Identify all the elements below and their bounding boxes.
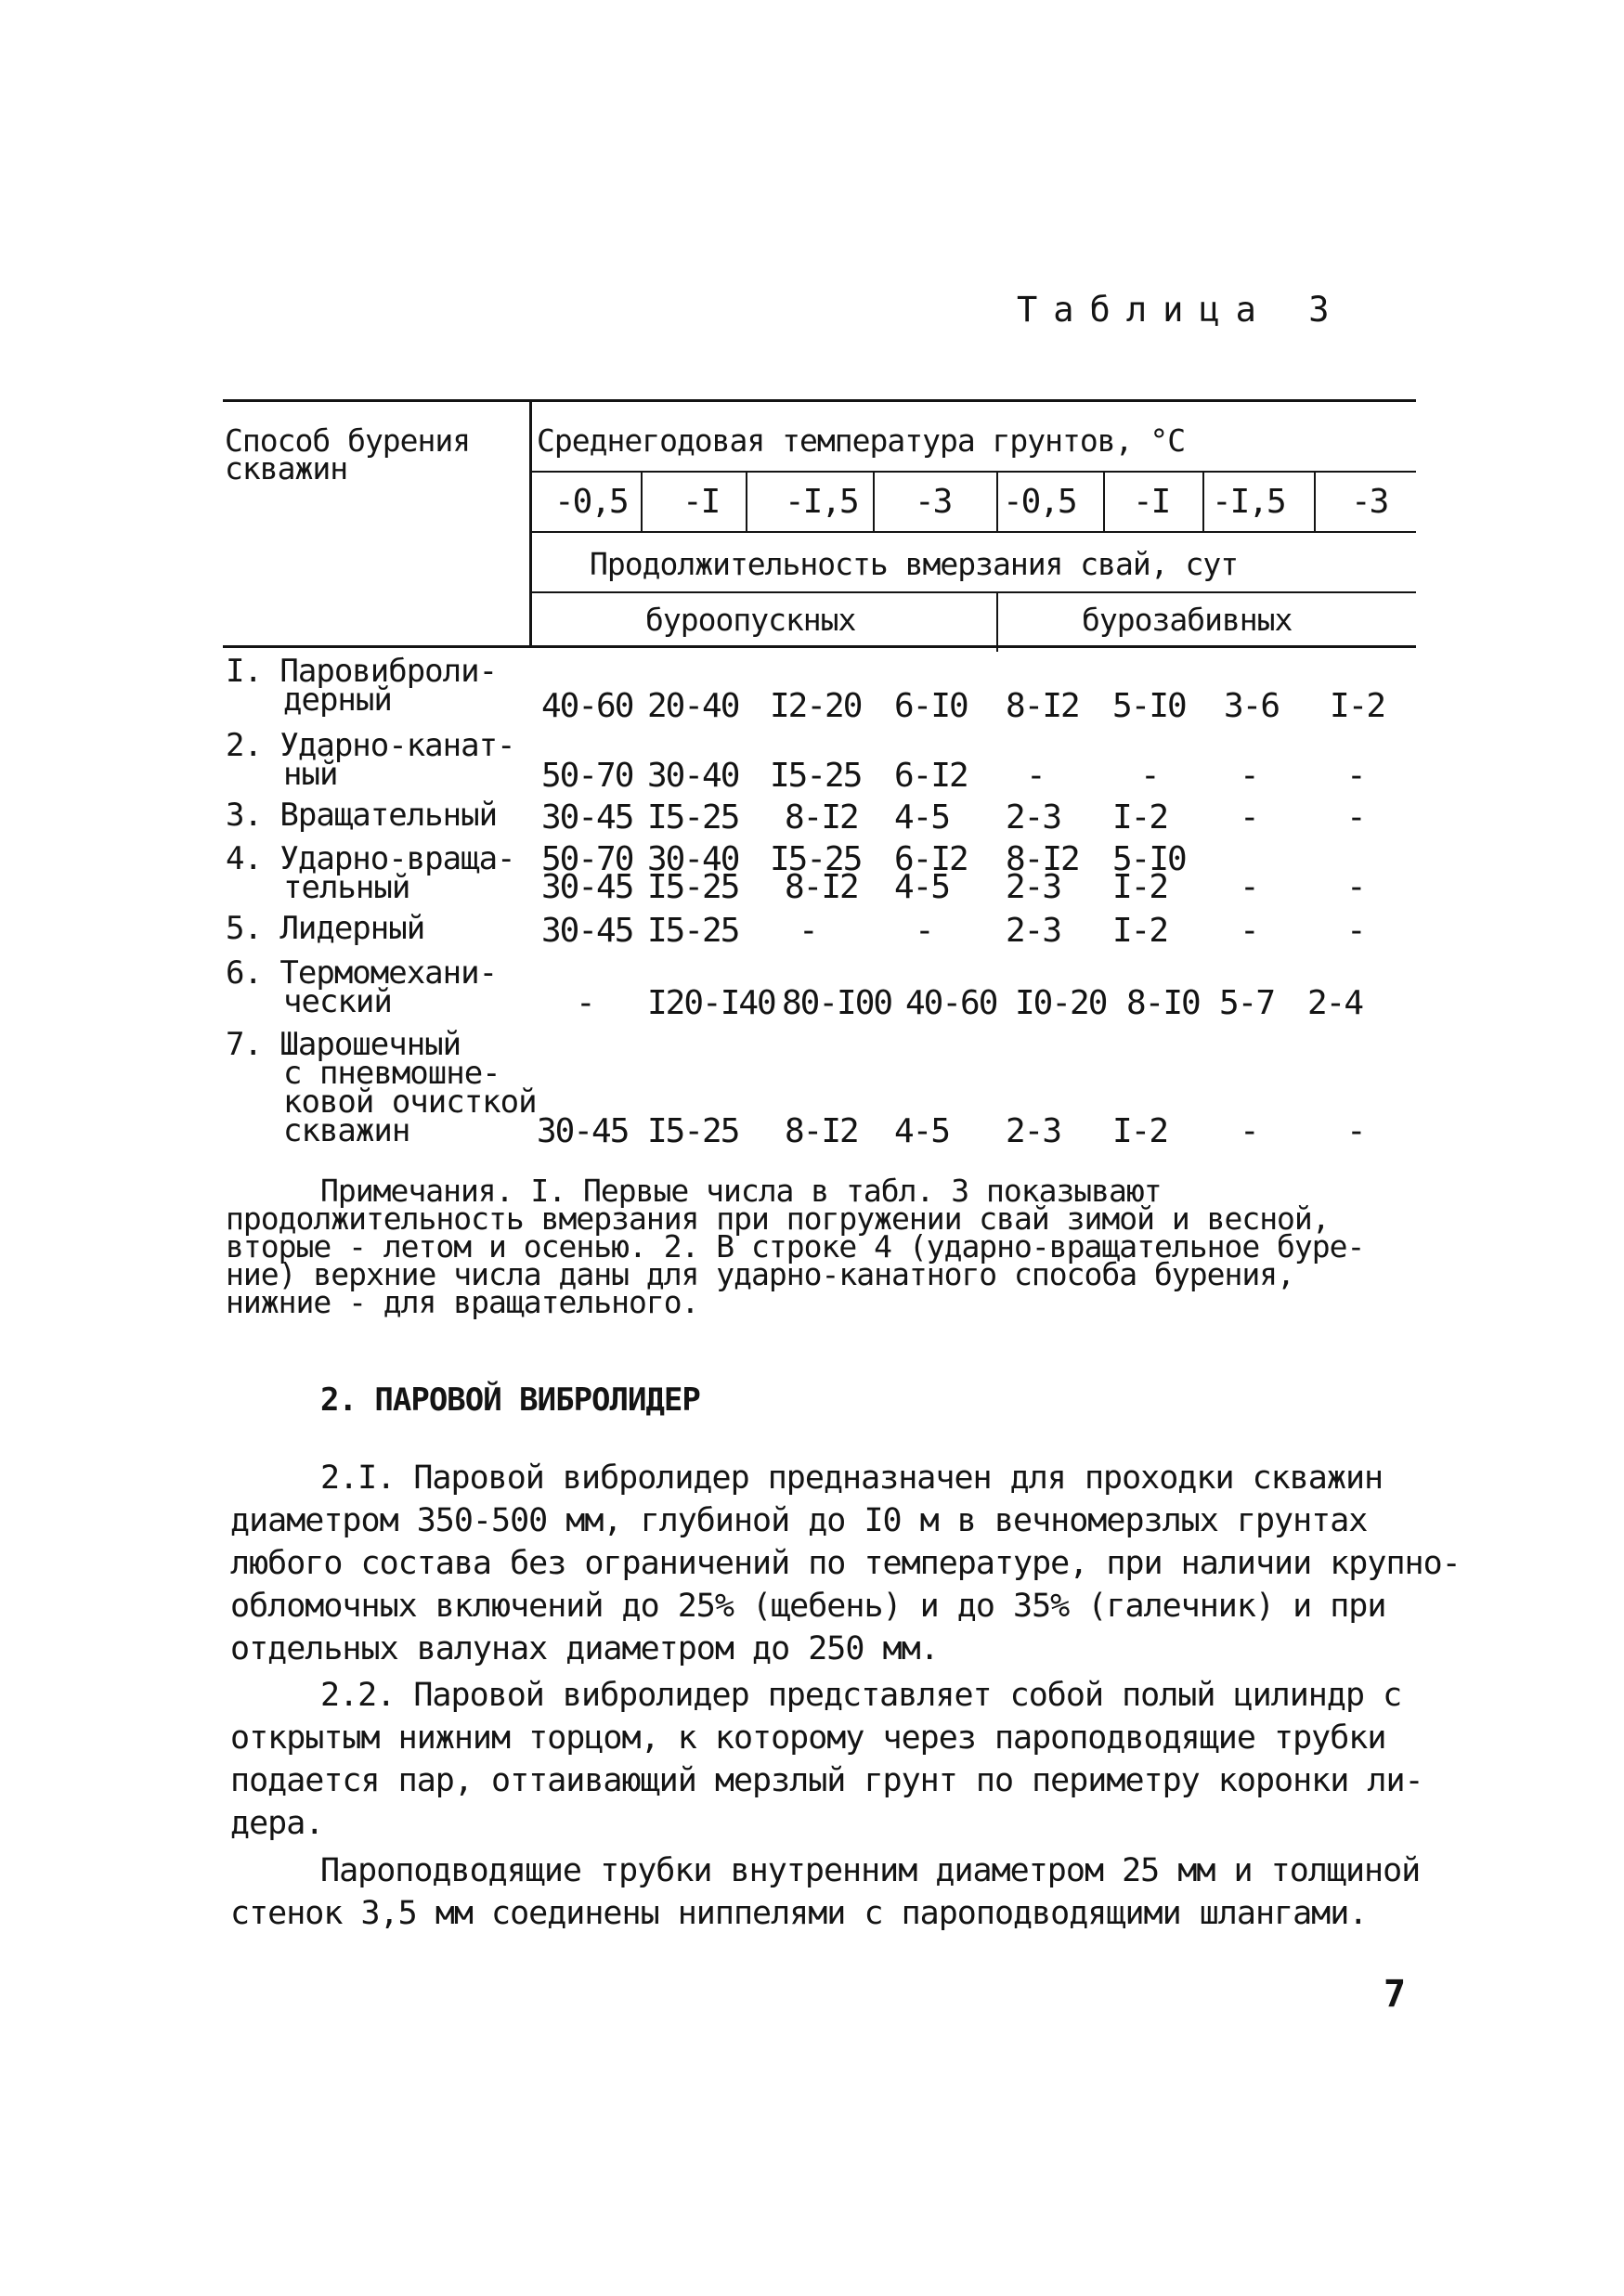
cell-value: - — [1240, 757, 1258, 795]
cell-value: 2-3 — [1006, 798, 1061, 837]
paragraph-line: дера. — [230, 1805, 324, 1842]
header-bottom-rule — [223, 645, 1416, 648]
temp-value: -0,5 — [1003, 483, 1076, 521]
row-name: 7. Шарошечный с пневмошне- ковой очисткой скважин — [226, 1026, 537, 1149]
cell-value: I5-25 — [647, 798, 739, 837]
cell-value: 8-I0 — [1126, 984, 1200, 1022]
cell-value-top: 30-40 — [647, 840, 739, 878]
temp-divider — [1103, 473, 1105, 531]
cell-value: 2-3 — [1006, 912, 1061, 950]
paragraph-line: подается пар, оттаивающий мерзлый грунт по периметру коронки ли- — [230, 1762, 1423, 1799]
cell-value: 30-45 — [537, 1112, 629, 1150]
temp-divider — [1314, 473, 1316, 531]
cell-value: 8-I2 — [785, 868, 858, 906]
cell-value: - — [1346, 868, 1365, 906]
cell-value: I5-25 — [647, 1112, 739, 1150]
table-title: Таблица 3 — [1017, 290, 1345, 330]
cell-value: - — [576, 984, 594, 1022]
cell-value: 2-4 — [1307, 984, 1363, 1022]
cell-value: 30-45 — [541, 798, 633, 837]
cell-value: - — [1240, 1112, 1258, 1150]
cell-value-top: 8-I2 — [1006, 840, 1079, 878]
note-line: продолжительность вмерзания при погружении свай зимой и весной, — [226, 1200, 1330, 1237]
cell-value: 8-I2 — [785, 798, 858, 837]
cell-value: 4-5 — [894, 1112, 950, 1150]
temp-value: -3 — [915, 483, 952, 521]
cell-value: - — [1346, 757, 1365, 795]
method-header-line2: скважин — [225, 450, 348, 486]
paragraph-line: обломочных включений до 25% (щебень) и до 35% (галечник) и при — [230, 1588, 1386, 1625]
duration-header: Продолжительность вмерзания свай, сут — [590, 546, 1239, 582]
cell-value: 6-I2 — [894, 757, 968, 795]
cell-value: - — [1140, 757, 1159, 795]
cell-value: 30-40 — [647, 757, 739, 795]
paragraph-line: стенок 3,5 мм соединены ниппелями с пароподводящими шлангами. — [230, 1895, 1368, 1932]
temp-header: Среднегодовая температура грунтов, °С — [537, 422, 1186, 459]
cell-value: - — [1346, 798, 1365, 837]
note-line: нижние - для вращательного. — [226, 1284, 699, 1320]
cell-value: - — [1346, 1112, 1365, 1150]
cell-value: - — [1240, 798, 1258, 837]
cell-value: 50-70 — [541, 757, 633, 795]
page-number: 7 — [1384, 1973, 1407, 2016]
temp-values-underline — [531, 531, 1416, 533]
row-name: 5. Лидерный — [226, 910, 425, 947]
cell-value: 2-3 — [1006, 868, 1061, 906]
cell-value: 3-6 — [1224, 687, 1280, 725]
cell-value-top: I5-25 — [770, 840, 862, 878]
row-name: 6. Термомехани- ческий — [226, 954, 498, 1020]
cell-value: - — [1346, 912, 1365, 950]
temp-divider — [996, 473, 998, 531]
cell-value: - — [1240, 868, 1258, 906]
cell-value: I0-20 — [1015, 984, 1107, 1022]
paragraph-line: диаметром 350-500 мм, глубиной до I0 м в вечномерзлых грунтах — [230, 1502, 1368, 1539]
temp-value: -I — [1133, 483, 1170, 521]
cell-value: 30-45 — [541, 868, 633, 906]
cell-value-top: 5-I0 — [1112, 840, 1186, 878]
cell-value: I-2 — [1112, 912, 1168, 950]
temp-divider — [746, 473, 747, 531]
cell-value: 2-3 — [1006, 1112, 1061, 1150]
temp-value: -0,5 — [554, 483, 628, 521]
cell-value: 6-I0 — [894, 687, 968, 725]
section-heading: 2. ПАРОВОЙ ВИБРОЛИДЕР — [320, 1381, 700, 1419]
cell-value: - — [1026, 757, 1045, 795]
table-top-rule — [223, 399, 1416, 402]
cell-value-top: 6-I2 — [894, 840, 968, 878]
cell-value: I-2 — [1112, 1112, 1168, 1150]
cell-value: - — [799, 912, 817, 950]
paragraph-line: 2.I. Паровой вибролидер предназначен для проходки скважин — [320, 1459, 1384, 1497]
temp-divider — [1202, 473, 1204, 531]
cell-value: 20-40 — [647, 687, 739, 725]
cell-value: I5-25 — [647, 868, 739, 906]
cell-value: 40-60 — [541, 687, 633, 725]
cell-value: 80-I00 — [782, 984, 892, 1022]
duration-underline — [531, 591, 1416, 593]
paragraph-line: открытым нижним торцом, к которому через пароподводящие трубки — [230, 1719, 1386, 1757]
group-right-header: бурозабивных — [1082, 602, 1293, 638]
cell-value: 5-I0 — [1112, 687, 1186, 725]
cell-value: I5-25 — [647, 912, 739, 950]
group-left-header: буроопускных — [645, 602, 856, 638]
temp-value: -3 — [1351, 483, 1388, 521]
cell-value: I2-20 — [770, 687, 862, 725]
temp-divider — [873, 473, 875, 531]
cell-value: - — [915, 912, 933, 950]
cell-value: I-2 — [1112, 868, 1168, 906]
cell-value: I-2 — [1330, 687, 1385, 725]
temp-divider — [641, 473, 643, 531]
paragraph-line: любого состава без ограничений по температуре, при наличии крупно- — [230, 1545, 1461, 1582]
cell-value: 8-I2 — [1006, 687, 1079, 725]
temp-value: -I — [682, 483, 720, 521]
cell-value: 5-7 — [1219, 984, 1275, 1022]
cell-value: I-2 — [1112, 798, 1168, 837]
group-divider — [996, 591, 998, 652]
cell-value: 40-60 — [905, 984, 997, 1022]
row-name: 2. Ударно-канат- ный — [226, 727, 515, 793]
note-line: вторые - летом и осенью. 2. В строке 4 (ударно-вращательное буре- — [226, 1228, 1365, 1265]
temp-header-underline — [531, 471, 1416, 473]
cell-value-top: 50-70 — [541, 840, 633, 878]
cell-value: 4-5 — [894, 868, 950, 906]
cell-value: I5-25 — [770, 757, 862, 795]
table-header-divider — [529, 399, 532, 645]
paragraph-line: Пароподводящие трубки внутренним диаметром 25 мм и толщиной — [320, 1852, 1421, 1889]
row-name: 3. Вращательный — [226, 797, 498, 834]
note-line: Примечания. I. Первые числа в табл. 3 показывают — [320, 1173, 1162, 1209]
row-name: I. Паровиброли- дерный — [226, 653, 498, 719]
temp-value: -I,5 — [1212, 483, 1285, 521]
cell-value: 4-5 — [894, 798, 950, 837]
row-name: 4. Ударно-враща- тельный — [226, 840, 515, 906]
paragraph-line: 2.2. Паровой вибролидер представляет собой полый цилиндр с — [320, 1677, 1402, 1714]
paragraph-line: отдельных валунах диаметром до 250 мм. — [230, 1630, 939, 1667]
cell-value: 8-I2 — [785, 1112, 858, 1150]
cell-value: I20-I40 — [647, 984, 775, 1022]
temp-value: -I,5 — [785, 483, 858, 521]
note-line: ние) верхние числа даны для ударно-канатного способа бурения, — [226, 1256, 1294, 1292]
cell-value: - — [1240, 912, 1258, 950]
cell-value: 30-45 — [541, 912, 633, 950]
method-header-line1: Способ бурения — [225, 422, 471, 459]
